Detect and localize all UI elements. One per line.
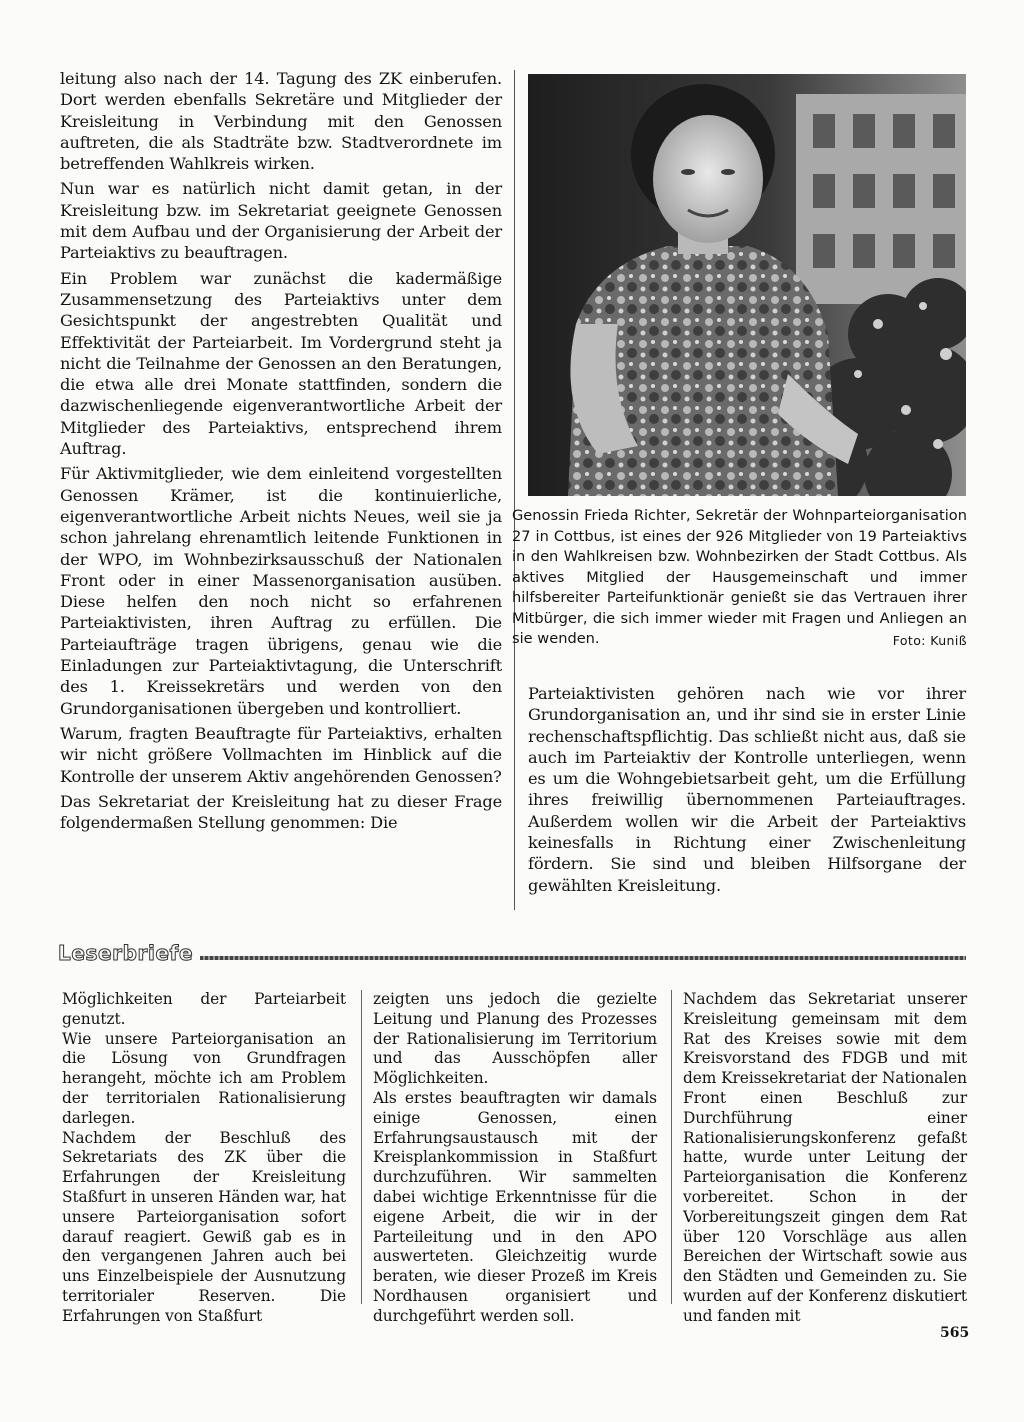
left-paragraph-2: Nun war es natürlich nicht damit getan, in der Kreisleitung bzw. im Sekretariat geeignete Genossen mit dem Aufbau und der Organisierung der Arbeit der Parteiaktivs zu beauftragen.	[60, 179, 502, 263]
letters-divider-2	[671, 990, 672, 1304]
letters-divider-1	[361, 990, 362, 1304]
photo-caption-text: Genossin Frieda Richter, Sekretär der Wohnparteiorganisation 27 in Cottbus, ist eines der 926 Mitglieder von 19 Parteiaktivs in den Wahlkreisen bzw. Wohnbezirken der Stadt Cottbus. Als aktives Mitglied der Hausgemeinschaft und immer hilfsbereiter Parteifunktionär genießt sie das Vertrauen ihrer Mitbürger, die sich immer wieder mit Fragen und Anliegen an sie wenden.	[512, 507, 967, 647]
left-paragraph-5: Warum, fragten Beauftragte für Parteiaktivs, erhalten wir nicht größere Vollmachten im Hinblick auf die Kontrolle der unserem Aktiv angehörenden Genossen?	[60, 723, 502, 786]
section-rule	[200, 956, 966, 960]
left-column	[60, 68, 502, 837]
left-paragraph-1: leitung also nach der 14. Tagung des ZK einberufen. Dort werden ebenfalls Sekretäre und Mitglieder der Kreisleitung in Verbindung mit den Genossen auftreten, die als Stadträte bzw. Stadtverordnete im betreffenden Wahlkreis wirken.	[60, 69, 502, 174]
photo-caption	[512, 506, 967, 652]
left-paragraph-4: Für Aktivmitglieder, wie dem einleitend vorgestellten Genossen Krämer, ist die kontinuierliche, eigenverantwortliche Arbeit nichts Neues, weil sie ja schon jahrelang ehrenamtlich leitende Funktionen in der WPO, im Wohnbezirksausschuß der Nationalen Front oder in einer Massenorganisation ausüben. Diese helfen den noch nicht so erfahrenen Parteiaktivisten, ihren Auftrag zu erfüllen. Die Parteiaufträge tragen übrigens, genau wie die Einladungen zur Parteiaktivtagung, die Unterschrift des 1. Kreissekretärs und werden von den Grundorganisationen übergeben und kontrolliert.	[60, 464, 502, 718]
photo-credit: Foto: Kuniß	[892, 633, 967, 648]
portrait-photo	[528, 74, 966, 496]
letters-column-1	[62, 990, 346, 1327]
right-column	[528, 683, 966, 900]
letters-2-paragraph-2: Als erstes beauftragten wir damals einige Genossen, einen Erfahrungsaustausch mit der Kreisplankommission in Staßfurt durchzuführen. Wir sammelten dabei wichtige Erkenntnisse für die eigene Arbeit, die wir in der Parteileitung und in den APO auswerteten. Gleichzeitig wurde beraten, wie dieser Prozeß im Kreis Nordhausen organisiert und durchgeführt werden soll.	[373, 1088, 657, 1325]
letters-1-paragraph-3: Nachdem der Beschluß des Sekretariats des ZK über die Erfahrungen der Kreisleitung Staßfurt in unseren Händen war, hat unsere Parteiorganisation sofort darauf reagiert. Gewiß gab es in den vergangenen Jahren auch bei uns Einzelbeispiele der Ausnutzung territorialer Reserven. Die Erfahrungen von Staßfurt	[62, 1128, 346, 1325]
section-title: Leserbriefe	[58, 941, 194, 965]
letters-1-paragraph-2: Wie unsere Parteiorganisation an die Lösung von Grundfragen herangeht, möchte ich am Problem der territorialen Rationalisierung darlegen.	[62, 1029, 346, 1127]
letters-2-paragraph-1: zeigten uns jedoch die gezielte Leitung und Planung des Prozesses der Rationalisierung im Territorium und das Ausschöpfen aller Möglichkeiten.	[373, 990, 657, 1088]
column-divider	[514, 70, 515, 910]
letters-3-paragraph-1: Nachdem das Sekretariat unserer Kreisleitung gemeinsam mit dem Rat des Kreises sowie mit dem Kreisvorstand des FDGB und mit dem Kreissekretariat der Nationalen Front einen Beschluß zur Durchführung einer Rationalisierungskonferenz gefaßt hatte, wurde unter Leitung der Parteiorganisation die Konferenz vorbereitet. Schon in der Vorbereitungszeit gingen dem Rat über 120 Vorschläge aus allen Bereichen der Wirtschaft sowie aus den Städten und Gemeinden zu. Sie wurden auf der Konferenz diskutiert und fanden mit	[683, 990, 967, 1325]
right-paragraph-1: Parteiaktivisten gehören nach wie vor ihrer Grundorganisation an, und ihr sind sie in erster Linie rechenschaftspflichtig. Das schließt nicht aus, daß sie auch im Parteiaktiv der Kontrolle unterliegen, wenn es um die Wohngebietsarbeit geht, um die Erfüllung ihres freiwillig übernommenen Parteiauftrages. Außerdem wollen wir die Arbeit der Parteiaktivs keinesfalls in Richtung einer Zwischenleitung fördern. Sie sind und bleiben Hilfsorgane der gewählten Kreisleitung.	[528, 684, 966, 895]
letters-column-2	[373, 990, 657, 1327]
letters-1-paragraph-1: Möglichkeiten der Parteiarbeit genutzt.	[62, 990, 346, 1028]
left-paragraph-3: Ein Problem war zunächst die kadermäßige Zusammensetzung des Parteiaktivs unter dem Gesichtspunkt der angestrebten Qualität und Effektivität der Parteiarbeit. Im Vordergrund steht ja nicht die Teilnahme der Genossen an den Beratungen, die etwa alle drei Monate stattfinden, sondern die dazwischenliegende eigenverantwortliche Arbeit der Mitglieder des Parteiaktivs, entsprechend ihrem Auftrag.	[60, 268, 502, 459]
left-paragraph-6: Das Sekretariat der Kreisleitung hat zu dieser Frage folgendermaßen Stellung genommen: Die	[60, 791, 502, 833]
page-number: 565	[940, 1325, 970, 1341]
letters-column-3	[683, 990, 967, 1327]
